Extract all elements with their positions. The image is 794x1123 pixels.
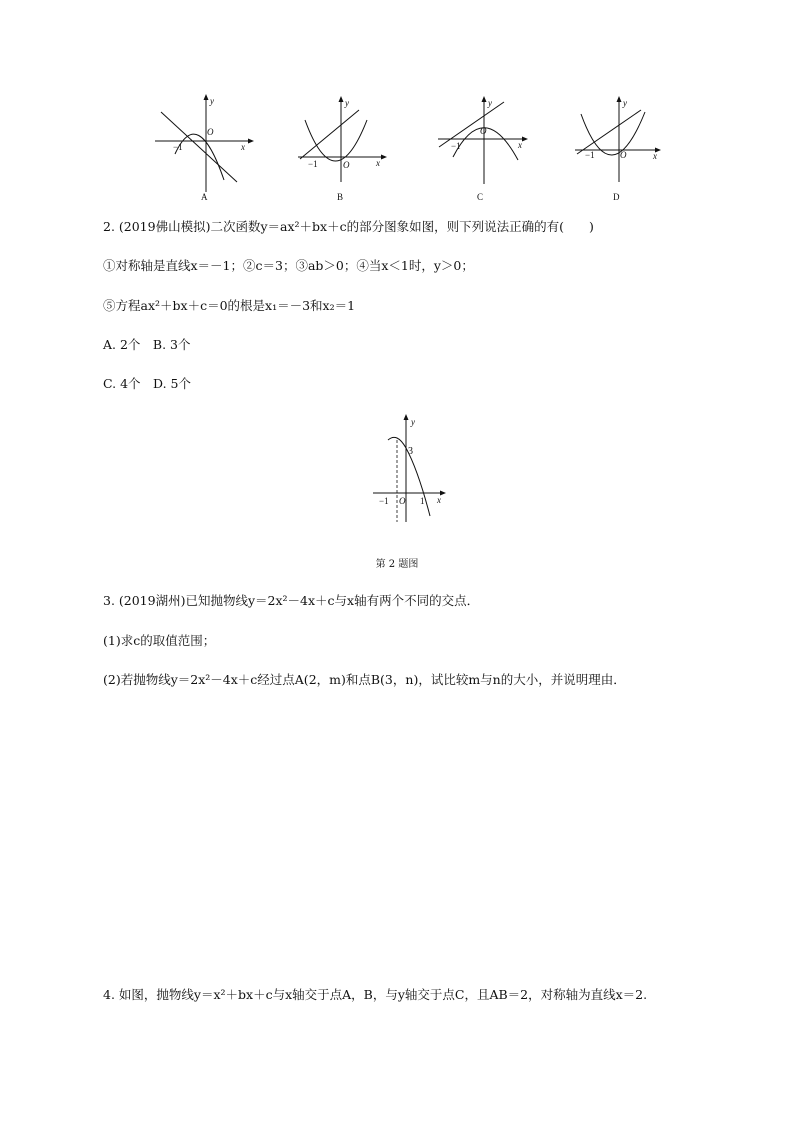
- option-figure-b: [295, 92, 395, 204]
- parabola-graph: [581, 112, 645, 155]
- option-figure-c: [436, 92, 536, 204]
- q3-stem: 3. (2019湖州)已知抛物线y＝2x²－4x＋c与x轴有两个不同的交点．: [103, 593, 480, 608]
- option-label: B: [337, 192, 344, 202]
- option-label: C: [477, 192, 484, 202]
- line-graph: [439, 102, 504, 147]
- axis-x-label: x: [437, 495, 441, 505]
- axis-x-label: x: [653, 151, 657, 161]
- axis-y-label: y: [488, 98, 492, 108]
- tick-label: −1: [585, 150, 595, 160]
- q3-part-2: (2)若抛物线y＝2x²－4x＋c经过点A(2，m)和点B(3，n)，试比较m与n的大小，并说明理由．: [103, 672, 626, 687]
- axis-y-label: y: [345, 98, 349, 108]
- tick-label: −1: [173, 142, 183, 152]
- axis-x-label: x: [518, 140, 522, 150]
- axis-x-label: x: [241, 142, 245, 152]
- option-figure-d: [573, 92, 673, 204]
- q4-stem: 4. 如图，抛物线y＝x²＋bx＋c与x轴交于点A，B，与y轴交于点C，且AB＝2，对称轴为直线x＝2.: [103, 987, 648, 1002]
- q2-stem: 2. (2019佛山模拟)二次函数y＝ax²＋bx＋c的部分图象如图，则下列说法正确的有( ): [103, 219, 594, 234]
- y-intercept-label: 3: [408, 446, 413, 457]
- origin-label: O: [480, 126, 487, 136]
- origin-label: O: [207, 127, 214, 137]
- q2-choices-ab: A. 2个 B. 3个: [103, 337, 191, 352]
- q2-statement-5: ⑤方程ax²＋bx＋c＝0的根是x₁＝－3和x₂＝1: [103, 298, 356, 313]
- tick-neg-label: −1: [379, 496, 389, 506]
- q2-figure: [370, 410, 450, 522]
- option-label: A: [201, 192, 208, 202]
- option-label: D: [613, 192, 620, 202]
- axis-y-label: y: [210, 96, 214, 106]
- axis-x-label: x: [376, 158, 380, 168]
- option-figure-a: [155, 92, 255, 204]
- origin-label: O: [399, 496, 406, 506]
- axis-y-label: y: [411, 417, 415, 427]
- origin-label: O: [620, 150, 627, 160]
- line-graph: [577, 110, 641, 154]
- tick-label: −1: [451, 141, 461, 151]
- origin-label: O: [343, 160, 350, 170]
- q2-statements: ①对称轴是直线x＝－1；②c＝3；③ab＞0；④当x＜1时，y＞0；: [103, 258, 474, 273]
- q2-choices-cd: C. 4个 D. 5个: [103, 376, 191, 391]
- tick-pos-label: 1: [420, 496, 425, 506]
- q3-part-1: (1)求c的取值范围；: [103, 633, 216, 648]
- parabola-graph: [305, 120, 367, 161]
- q2-caption: 第 2 题图: [375, 559, 419, 570]
- tick-label: −1: [308, 159, 318, 169]
- axis-y-label: y: [623, 98, 627, 108]
